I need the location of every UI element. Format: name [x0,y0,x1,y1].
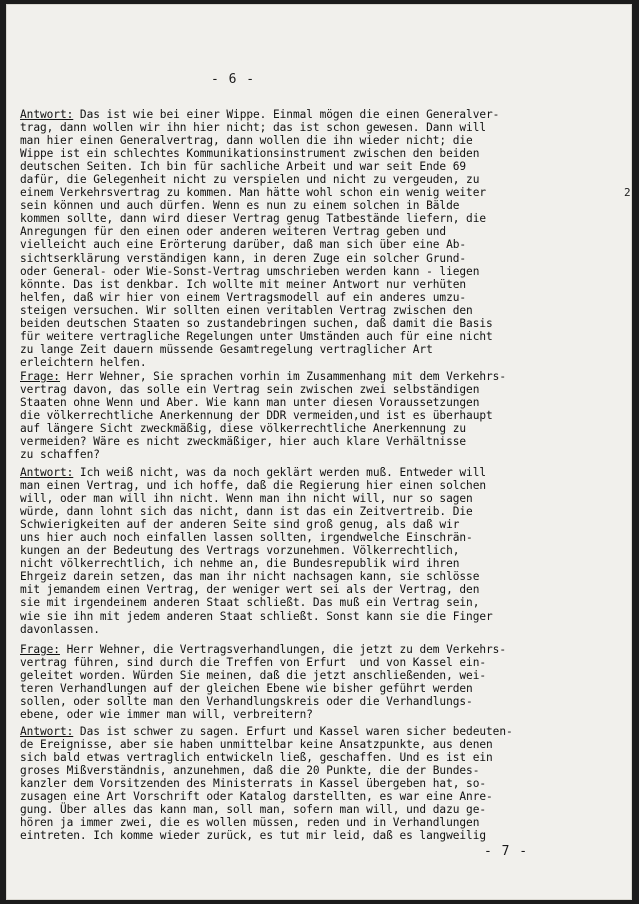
text-line [20,643,620,656]
line-text: könnte. Das ist denkbar. Ich wollte mit meiner Antwort nur verhüten [20,277,467,291]
answer-paragraph [20,466,620,636]
line-text: geleitet worden. Würden Sie meinen, daß die jetzt anschließenden, wei- [20,669,487,683]
line-text: erleichtern helfen. [20,355,147,369]
text-line [20,751,620,764]
speaker-label: Frage: [20,370,60,383]
text-line [20,173,620,186]
text-line [20,409,620,422]
text-line [20,383,620,396]
line-text: hören ja immer zwei, die es wollen müssen, reden und in Verhandlungen [20,816,480,830]
text-line [20,343,620,356]
line-text: gung. Über alles das kann man, soll man, sofern man will, und dazu ge- [20,803,487,817]
text-line [20,610,620,623]
text-line [20,291,620,304]
text-line [20,557,620,570]
text-line [20,518,620,531]
line-text: zu schaffen? [20,448,100,462]
line-text: sollen, oder sollte man den Verhandlungskreis oder die Verhandlungs- [20,695,473,709]
text-line [20,531,620,544]
text-line [20,160,620,173]
line-text: deutschen Seiten. Ich bin für sachliche Arbeit und war seit Ende 69 [20,160,467,174]
line-text: Wippe ist ein schlechtes Kommunikationsinstrument zwischen den beiden [20,147,480,161]
text-line [20,596,620,609]
text-line [20,212,620,225]
line-text: beiden deutschen Staaten so zustandebringen suchen, daß damit die Basis [20,316,493,330]
speaker-label: Antwort: [20,466,74,479]
text-line [20,816,620,829]
page-number-footer: - 7 - [484,844,529,859]
text-line [20,356,620,369]
line-text: wie sie ihn mit jedem anderen Staat schließt. Sonst kann sie die Finger [20,609,493,623]
text-line [20,505,620,518]
text-line [20,330,620,343]
text-line [20,396,620,409]
text-line [20,777,620,790]
line-text: man einen Vertrag, und ich hoffe, daß die Regierung hier einen solchen [20,479,487,493]
line-text: auf längere Sicht zweckmäßig, diese völkerrechtliche Anerkennung zu [20,422,467,436]
text-line [20,448,620,461]
text-line [20,422,620,435]
line-text: helfen, daß wir hier von einem Vertragsmodell auf ein anderes umzu- [20,290,467,304]
text-line [20,570,620,583]
line-text: sein können und auch dürfen. Wenn es nun zu einem solchen in Bälde [20,199,460,213]
text-line [20,544,620,557]
line-text: steigen versuchen. Wir sollten einen veritablen Vertrag zwischen den [20,303,473,317]
question-paragraph [20,370,620,461]
text-line [20,725,620,738]
line-text: sichtserklärung verständigen kann, in deren Zuge ein solcher Grund- [20,251,467,265]
line-text: teren Verhandlungen auf der gleichen Ebene wie bisher geführt werden [20,682,473,696]
line-text: groses Mißverständnis, anzunehmen, daß die 20 Punkte, die der Bundes- [20,764,480,778]
text-line [20,492,620,505]
answer-paragraph [20,108,620,369]
text-line [20,252,620,265]
line-text: Anregungen für den einen oder anderen weiteren Vertrag geben und [20,225,447,239]
line-text: sich bald etwas vertraglich entwickeln ließ, geschaffen. Und es ist ein [20,751,493,765]
line-text: man hier einen Generalvertrag, dann wollen die ihn wieder nicht; die [20,134,473,148]
text-line [20,278,620,291]
line-text: vertrag führen, sind durch die Treffen von Erfurt und von Kassel ein- [20,656,487,670]
line-text: de Ereignisse, aber sie haben unmittelbar keine Ansatzpunkte, aus denen [20,738,493,752]
answer-paragraph [20,725,620,842]
document-page [6,4,632,900]
text-line [20,695,620,708]
line-text: vertrag davon, das solle ein Vertrag sein zwischen zwei selbständigen [20,383,480,397]
text-line [20,583,620,596]
line-text: Ich weiß nicht, was da noch geklärt werden muß. Entweder will [73,466,487,479]
speaker-label: Antwort: [20,108,74,121]
text-line [20,435,620,448]
line-text: kanzler dem Vorsitzenden des Ministerrats in Kassel übergeben hat, so- [20,777,487,791]
line-text: Das ist wie bei einer Wippe. Einmal mögen die einen Generalver- [73,108,500,121]
text-line [20,623,620,636]
line-text: davonlassen. [20,622,100,636]
text-line [20,147,620,160]
text-line [20,708,620,721]
line-text: uns hier auch noch einfallen lassen sollten, irgendwelche Einschrän- [20,531,473,545]
line-text: würde, dann lohnt sich das nicht, dann ist das ein Zeitvertreib. Die [20,505,473,519]
line-text: dafür, die Gelegenheit nicht zu verspielen und nicht zu vergeuden, zu [20,173,480,187]
text-line [20,682,620,695]
text-line [20,803,620,816]
line-text: zusagen eine Art Vorschrift oder Katalog darstellten, es war eine Anre- [20,790,493,804]
line-text: ebene, oder wie immer man will, verbreitern? [20,708,313,722]
line-text: mit jemandem einen Vertrag, der weniger wert sei als der Vertrag, den [20,583,480,597]
text-line [20,186,620,199]
line-text: oder General- oder Wie-Sonst-Vertrag umschrieben werden kann - liegen [20,264,480,278]
line-text: zu lange Zeit dauern müssende Gesamtregelung vertraglicher Art [20,342,433,356]
line-text: Staaten ohne Wenn und Aber. Wie kann man unter diesen Voraussetzungen [20,396,480,410]
text-line [20,764,620,777]
line-text: will, oder man will ihn nicht. Wenn man ihn nicht will, nur so sagen [20,492,473,506]
line-text: nicht völkerrechtlich, ich nehme an, die Bundesrepublik wird ihren [20,557,460,571]
line-text: vielleicht auch eine Erörterung darüber, daß man sich über eine Ab- [20,238,467,252]
text-line [20,790,620,803]
line-text: Ehrgeiz darein setzen, das man ihr nicht nachsagen kann, sie schlösse [20,570,480,584]
text-line [20,199,620,212]
text-line [20,738,620,751]
line-text: kungen an der Bedeutung des Vertrags vorzunehmen. Völkerrechtlich, [20,544,460,558]
speaker-label: Antwort: [20,725,74,738]
page-number-header: - 6 - [211,72,256,87]
text-line [20,317,620,330]
text-line [20,829,620,842]
line-text: sie mit irgendeinem anderen Staat schließt. Das muß ein Vertrag sein, [20,596,480,610]
margin-note: 2 [624,186,631,199]
text-line [20,134,620,147]
text-line [20,479,620,492]
line-text: kommen sollte, dann wird dieser Vertrag genug Tatbestände liefern, die [20,212,487,226]
line-text: vermeiden? Wäre es nicht zweckmäßiger, hier auch klare Verhältnisse [20,435,467,449]
text-line [20,656,620,669]
text-line [20,238,620,251]
line-text: die völkerrechtliche Anerkennung der DDR vermeiden,und ist es überhaupt [20,409,493,423]
line-text: trag, dann wollen wir ihn hier nicht; das ist schon gewesen. Dann will [20,121,487,135]
line-text: Das ist schwer zu sagen. Erfurt und Kassel waren sicher bedeuten- [73,725,513,738]
line-text: eintreten. Ich komme wieder zurück, es tut mir leid, daß es langweilig [20,829,487,843]
text-line [20,304,620,317]
line-text: Schwierigkeiten auf der anderen Seite sind groß genug, als daß wir [20,518,460,532]
text-line [20,370,620,383]
text-line [20,466,620,479]
text-line [20,669,620,682]
text-line [20,108,620,121]
line-text: für weitere vertragliche Regelungen unter Umständen auch für eine nicht [20,329,493,343]
line-text: Herr Wehner, die Vertragsverhandlungen, die jetzt zu dem Verkehrs- [59,643,506,656]
text-line [20,225,620,238]
question-paragraph [20,643,620,721]
text-line [20,265,620,278]
speaker-label: Frage: [20,643,60,656]
line-text: Herr Wehner, Sie sprachen vorhin im Zusammenhang mit dem Verkehrs- [59,370,506,383]
line-text: einem Verkehrsvertrag zu kommen. Man hätte wohl schon ein wenig weiter [20,186,487,200]
text-line [20,121,620,134]
